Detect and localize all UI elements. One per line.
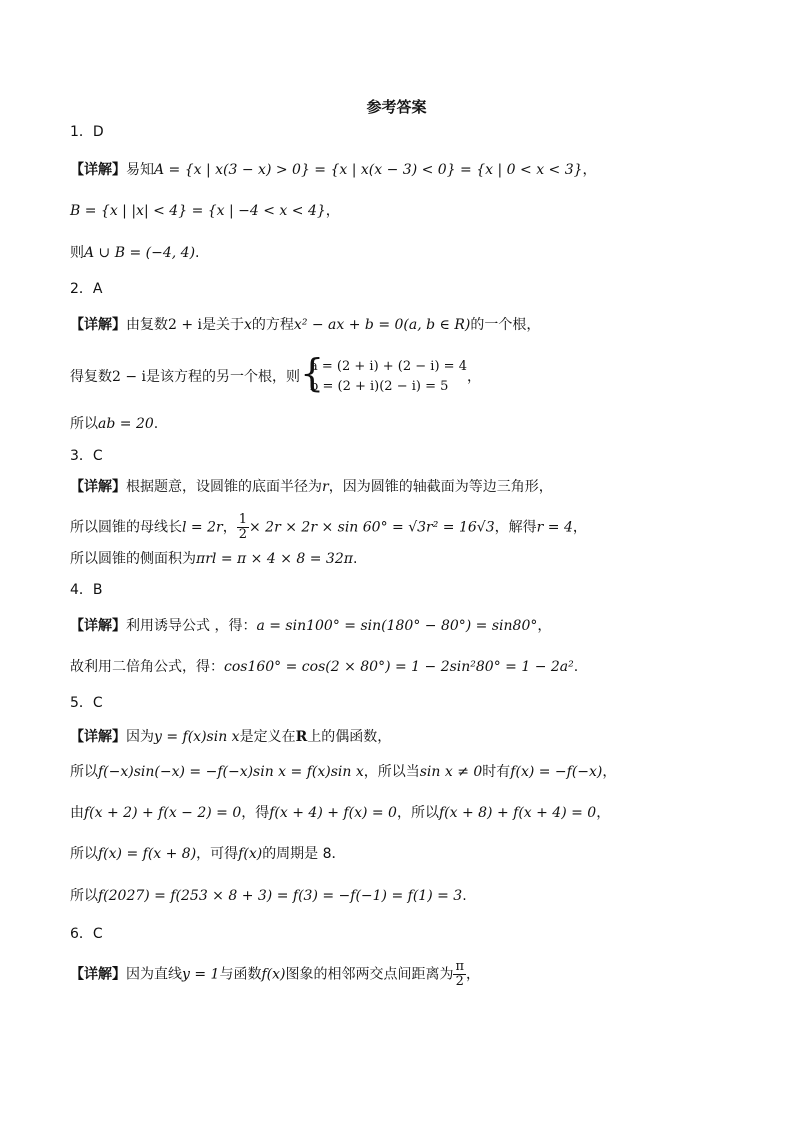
fraction-pi-over-two: $\frac{\pi}{2}$	[455, 959, 465, 989]
q5-detail-line-2: 所以f(−x)sin(−x) = −f(−x)sin x = f(x)sin x，所以当sin x ≠ 0时有f(x) = −f(−x)，	[70, 764, 617, 780]
q3-answer: 3．C	[70, 448, 103, 464]
q4-answer: 4．B	[70, 582, 103, 598]
q1-answer: 1．D	[70, 124, 104, 140]
q5-detail-line-1: 【详解】因为y = f(x)sin x是定义在R上的偶函数，	[70, 729, 392, 745]
q2-answer: 2．A	[70, 281, 103, 297]
q5-answer: 5．C	[70, 695, 103, 711]
q4-detail-line-1: 【详解】利用诱导公式 ，得：a = sin100° = sin(180° − 80°) = sin80°，	[70, 618, 552, 634]
fraction-one-half: $\frac{1}{2}$	[238, 512, 247, 542]
q3-detail-line-2: 所以圆锥的母线长l = 2r， $\frac{1}{2}$ × 2r × 2r × sin 60° = √3r² = 16√3，解得r = 4，	[70, 512, 587, 542]
q5-detail-line-5: 所以f(2027) = f(253 × 8 + 3) = f(3) = −f(−1) = f(1) = 3.	[70, 888, 467, 904]
q2-detail-line-3: 所以ab = 20.	[70, 416, 159, 432]
page-title: 参考答案	[366, 98, 427, 116]
q5-detail-line-4: 所以f(x) = f(x + 8)，可得f(x)的周期是 8．	[70, 846, 346, 862]
q6-answer: 6．C	[70, 926, 103, 942]
q5-detail-line-3: 由f(x + 2) + f(x − 2) = 0，得f(x + 4) + f(x) = 0，所以f(x + 8) + f(x + 4) = 0，	[70, 805, 611, 821]
q2-detail-line-2: 得复数2 − i是该方程的另一个根，则 { a = (2 + i) + (2 − i) = 4 b = (2 + i)(2 − i) = 5 ，	[70, 351, 481, 395]
q2-detail-line-1: 【详解】由复数2 + i是关于x的方程x² − ax + b = 0(a, b ∈ R)的一个根，	[70, 317, 541, 333]
q4-detail-line-2: 故利用二倍角公式，得：cos160° = cos(2 × 80°) = 1 − 2sin²80° = 1 − 2a².	[70, 659, 579, 675]
q1-detail-line-2: B = {x | |x| < 4} = {x | −4 < x < 4}，	[70, 203, 340, 219]
q3-detail-line-3: 所以圆锥的侧面积为πrl = π × 4 × 8 = 32π.	[70, 551, 358, 567]
q1-detail-line-3: 则A ∪ B = (−4, 4).	[70, 245, 200, 261]
equation-system: { a = (2 + i) + (2 − i) = 4 b = (2 + i)(2 − i) = 5	[300, 351, 467, 395]
q1-detail-line-1: 【详解】易知A = {x | x(3 − x) > 0} = {x | x(x − 3) < 0} = {x | 0 < x < 3}，	[70, 162, 597, 178]
q6-detail-line-1: 【详解】因为直线y = 1与函数f(x)图象的相邻两交点间距离为 $\frac{\pi}{2}$ ，	[70, 959, 481, 989]
q3-detail-line-1: 【详解】根据题意，设圆锥的底面半径为r，因为圆锥的轴截面为等边三角形，	[70, 479, 553, 495]
